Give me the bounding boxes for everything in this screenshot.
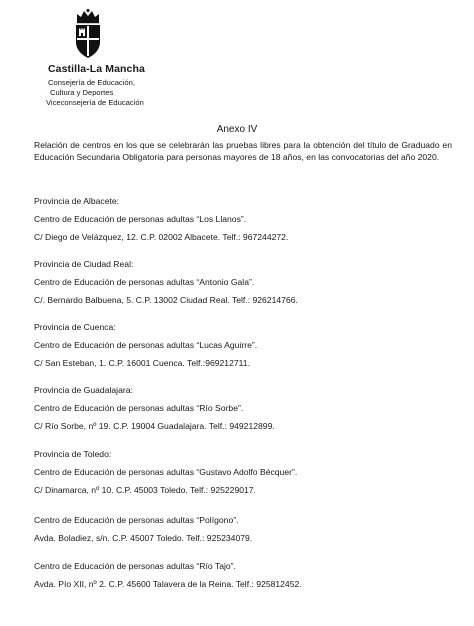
center-entry-poligono — [34, 515, 454, 544]
brand-name: Castilla-La Mancha — [48, 63, 145, 75]
center-address: C/ Dinamarca, nº 10. C.P. 45003 Toledo. Telf.: 925229017. — [34, 485, 256, 495]
center-address: Avda. Boladiez, s/n. C.P. 45007 Toledo. Telf.: 925234079. — [34, 533, 253, 543]
center-entry-rio-tajo — [34, 561, 454, 590]
center-name: Centro de Educación de personas adultas “Río Sorbe”. — [34, 403, 244, 413]
province-section-cuenca — [34, 322, 454, 369]
center-address: Avda. Pío XII, nº 2. C.P. 45600 Talavera de la Reina. Telf.: 925812452. — [34, 579, 302, 589]
coat-of-arms-icon — [68, 8, 108, 60]
center-name: Centro de Educación de personas adultas “Los Llanos”. — [34, 214, 247, 224]
province-heading: Provincia de Albacete: — [34, 196, 120, 206]
center-name: Centro de Educación de personas adultas “Río Tajo”. — [34, 561, 236, 571]
province-section-guadalajara — [34, 385, 454, 432]
intro-paragraph: Relación de centros en los que se celebrarán las pruebas libres para la obtención del título de Graduado en Educación Secundaria Obligatoria para personas mayores de 18 años, en las convocatorias del año 2020. — [34, 140, 452, 162]
province-heading: Provincia de Toledo: — [34, 449, 112, 459]
department-line: Cultura y Deportes — [50, 88, 114, 97]
center-name: Centro de Educación de personas adultas “Gustavo Adolfo Bécquer”. — [34, 467, 298, 477]
province-section-albacete — [34, 196, 454, 243]
department-line: Consejería de Educación, — [48, 78, 135, 87]
center-name: Centro de Educación de personas adultas “Lucas Aguirre”. — [34, 340, 258, 350]
department-line: Viceconsejería de Educación — [46, 98, 144, 107]
center-address: C/ Río Sorbe, nº 19. C.P. 19004 Guadalajara. Telf.: 949212899. — [34, 421, 275, 431]
province-section-ciudad-real — [34, 259, 454, 306]
center-name: Centro de Educación de personas adultas “Polígono”. — [34, 515, 239, 525]
center-address: C/ San Esteban, 1. C.P. 16001 Cuenca. Telf.:969212711. — [34, 358, 250, 368]
center-address: C/. Bernardo Balbuena, 5. C.P. 13002 Ciudad Real. Telf.: 926214766. — [34, 295, 298, 305]
document-title: Anexo IV — [216, 124, 258, 135]
province-section-toledo — [34, 449, 454, 496]
department-info — [48, 78, 144, 108]
province-heading: Provincia de Ciudad Real: — [34, 259, 134, 269]
center-name: Centro de Educación de personas adultas “Antonio Gala”. — [34, 277, 255, 287]
center-address: C/ Diego de Velázquez, 12. C.P. 02002 Albacete. Telf.: 967244272. — [34, 232, 289, 242]
province-heading: Provincia de Cuenca: — [34, 322, 116, 332]
province-heading: Provincia de Guadalajara: — [34, 385, 133, 395]
